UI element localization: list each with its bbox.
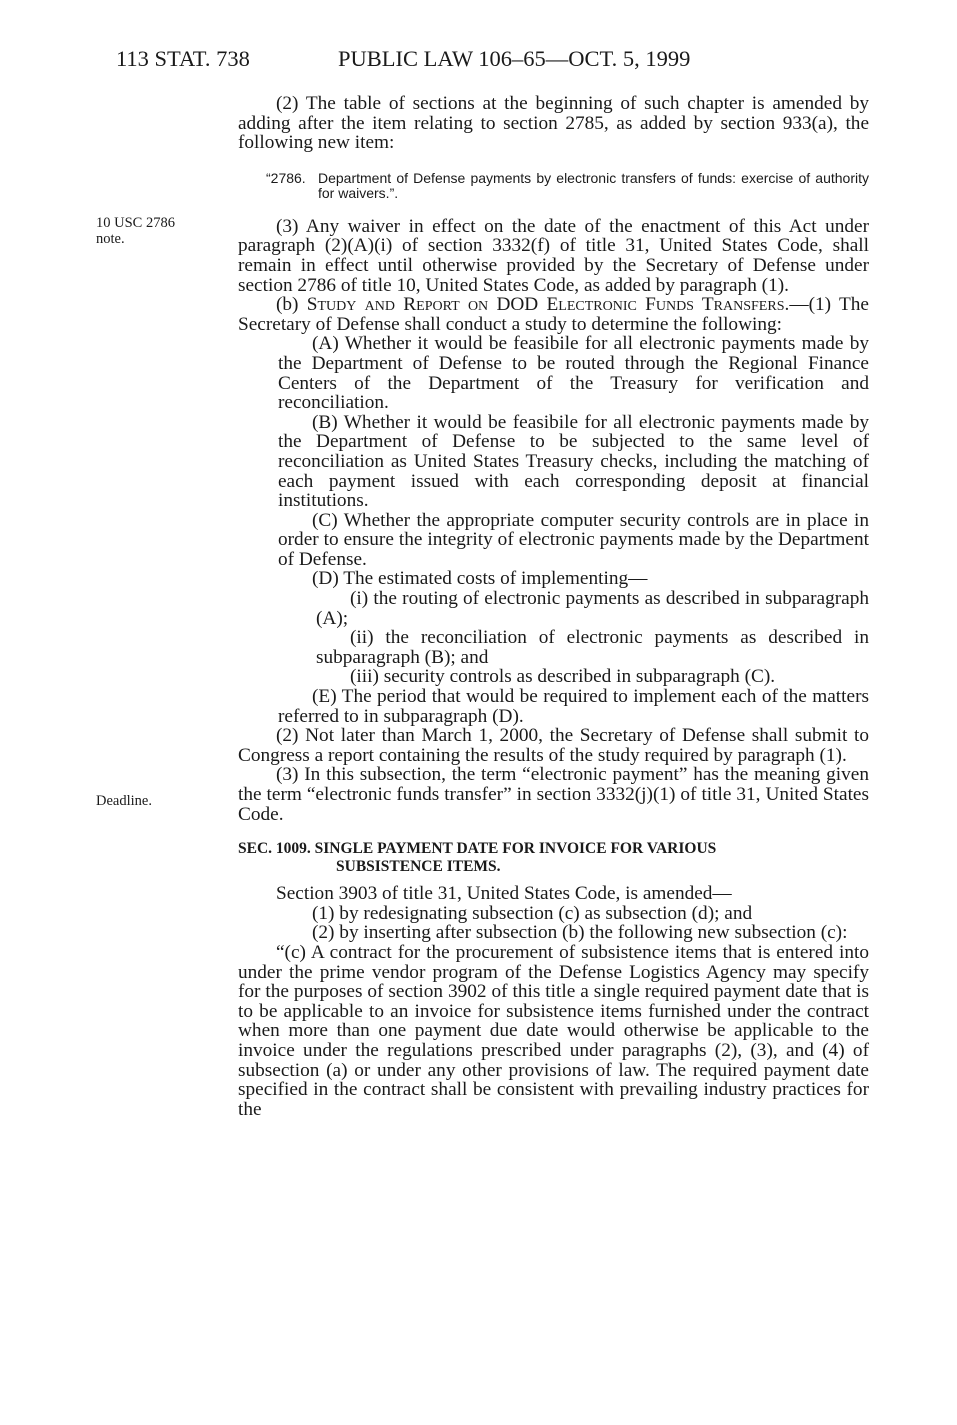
new-item-number: “2786. bbox=[266, 169, 306, 186]
new-item-text: Department of Defense payments by electronic transfers of funds: exercise of authority for waivers.”. bbox=[318, 169, 869, 201]
subparagraph-c: (C) Whether the appropriate computer security controls are in place in order to ensure the integrity of electronic payments made by the Department of Defense. bbox=[278, 509, 869, 570]
section-1009-heading-line1: SEC. 1009. SINGLE PAYMENT DATE FOR INVOICE FOR VARIOUS bbox=[238, 840, 717, 858]
subparagraph-e: (E) The period that would be required to implement each of the matters referred to in subparagraph (D). bbox=[278, 686, 869, 727]
margin-note-usc bbox=[96, 215, 216, 247]
margin-note-deadline bbox=[96, 793, 216, 809]
public-law-citation: PUBLIC LAW 106–65—OCT. 5, 1999 bbox=[338, 46, 691, 71]
paragraph-3-waiver: (3) Any waiver in effect on the date of the enactment of this Act under paragraph (2)(A)(i) of section 3332(f) of title 31, United States Code, shall remain in effect until otherwise provided by the Secretary of Defense under section 2786 of title 10, United States Code, as added by paragraph (1). bbox=[238, 215, 869, 296]
document-body bbox=[238, 94, 869, 1119]
section-1009-item-2: (2) by inserting after subsection (b) the following new subsection (c): bbox=[312, 922, 848, 944]
subparagraph-d: (D) The estimated costs of implementing— bbox=[312, 568, 648, 590]
margin-note-usc-line1: 10 USC 2786 bbox=[96, 215, 175, 231]
margin-note-deadline-text: Deadline. bbox=[96, 793, 152, 809]
subsection-b-heading: Study and Report on DOD Electronic Funds Transfers. bbox=[306, 294, 790, 316]
section-1009-intro: Section 3903 of title 31, United States Code, is amended— bbox=[276, 883, 732, 905]
subsection-b-label: (b) bbox=[276, 294, 307, 316]
subsection-b-text: —(1) The Secretary of Defense shall conduct a study to determine the following: bbox=[238, 294, 869, 335]
paragraph-b3-definition: (3) In this subsection, the term “electronic payment” has the meaning given the term “electronic funds transfer” in section 3332(j)(1) of title 31, United States Code. bbox=[238, 764, 869, 825]
section-1009-quoted-subsection-c: “(c) A contract for the procurement of subsistence items that is entered into under the prime vendor program of the Defense Logistics Agency may specify for the purposes of section 3902 of this title a single required payment date that is to be applicable to an invoice for subsistence items furnished under the contract when more than one payment due date would otherwise be applicable to the invoice under the regulations prescribed under paragraphs (2), (3), and (4) of subsection (a) or under any other provisions of law. The required payment date specified in the contract shall be consistent with prevailing industry practices for the bbox=[238, 941, 869, 1120]
subparagraph-b: (B) Whether it would be feasibile for all electronic payments made by the Department of Defense to be subjected to the same level of reconciliation as United States Treasury checks, including the matching of each payment issued with each corresponding deposit at financial institutions. bbox=[278, 411, 869, 512]
subparagraph-a: (A) Whether it would be feasibile for all electronic payments made by the Department of Defense to be routed through the Regional Finance Centers of the Department of the Treasury for verification and reconciliation. bbox=[278, 333, 869, 414]
section-1009-heading bbox=[238, 840, 869, 876]
paragraph-b2-deadline: (2) Not later than March 1, 2000, the Secretary of Defense shall submit to Congress a report containing the results of the study required by paragraph (1). bbox=[238, 725, 869, 766]
new-item-2786 bbox=[266, 171, 869, 201]
statute-page-number: 113 STAT. 738 bbox=[116, 46, 250, 71]
clause-d-i: (i) the routing of electronic payments as described in subparagraph (A); bbox=[316, 588, 869, 629]
clause-d-ii: (ii) the reconciliation of electronic payments as described in subparagraph (B); and bbox=[316, 627, 869, 668]
paragraph-2-table: (2) The table of sections at the beginning of such chapter is amended by adding after the item relating to section 2785, as added by section 933(a), the following new item: bbox=[238, 93, 869, 154]
section-1009-item-1: (1) by redesignating subsection (c) as subsection (d); and bbox=[312, 902, 753, 924]
clause-d-iii: (iii) security controls as described in subparagraph (C). bbox=[350, 666, 776, 688]
section-1009-heading-line2: SUBSISTENCE ITEMS. bbox=[336, 858, 501, 876]
subsection-b bbox=[238, 295, 869, 334]
margin-note-usc-line2: note. bbox=[96, 231, 125, 247]
